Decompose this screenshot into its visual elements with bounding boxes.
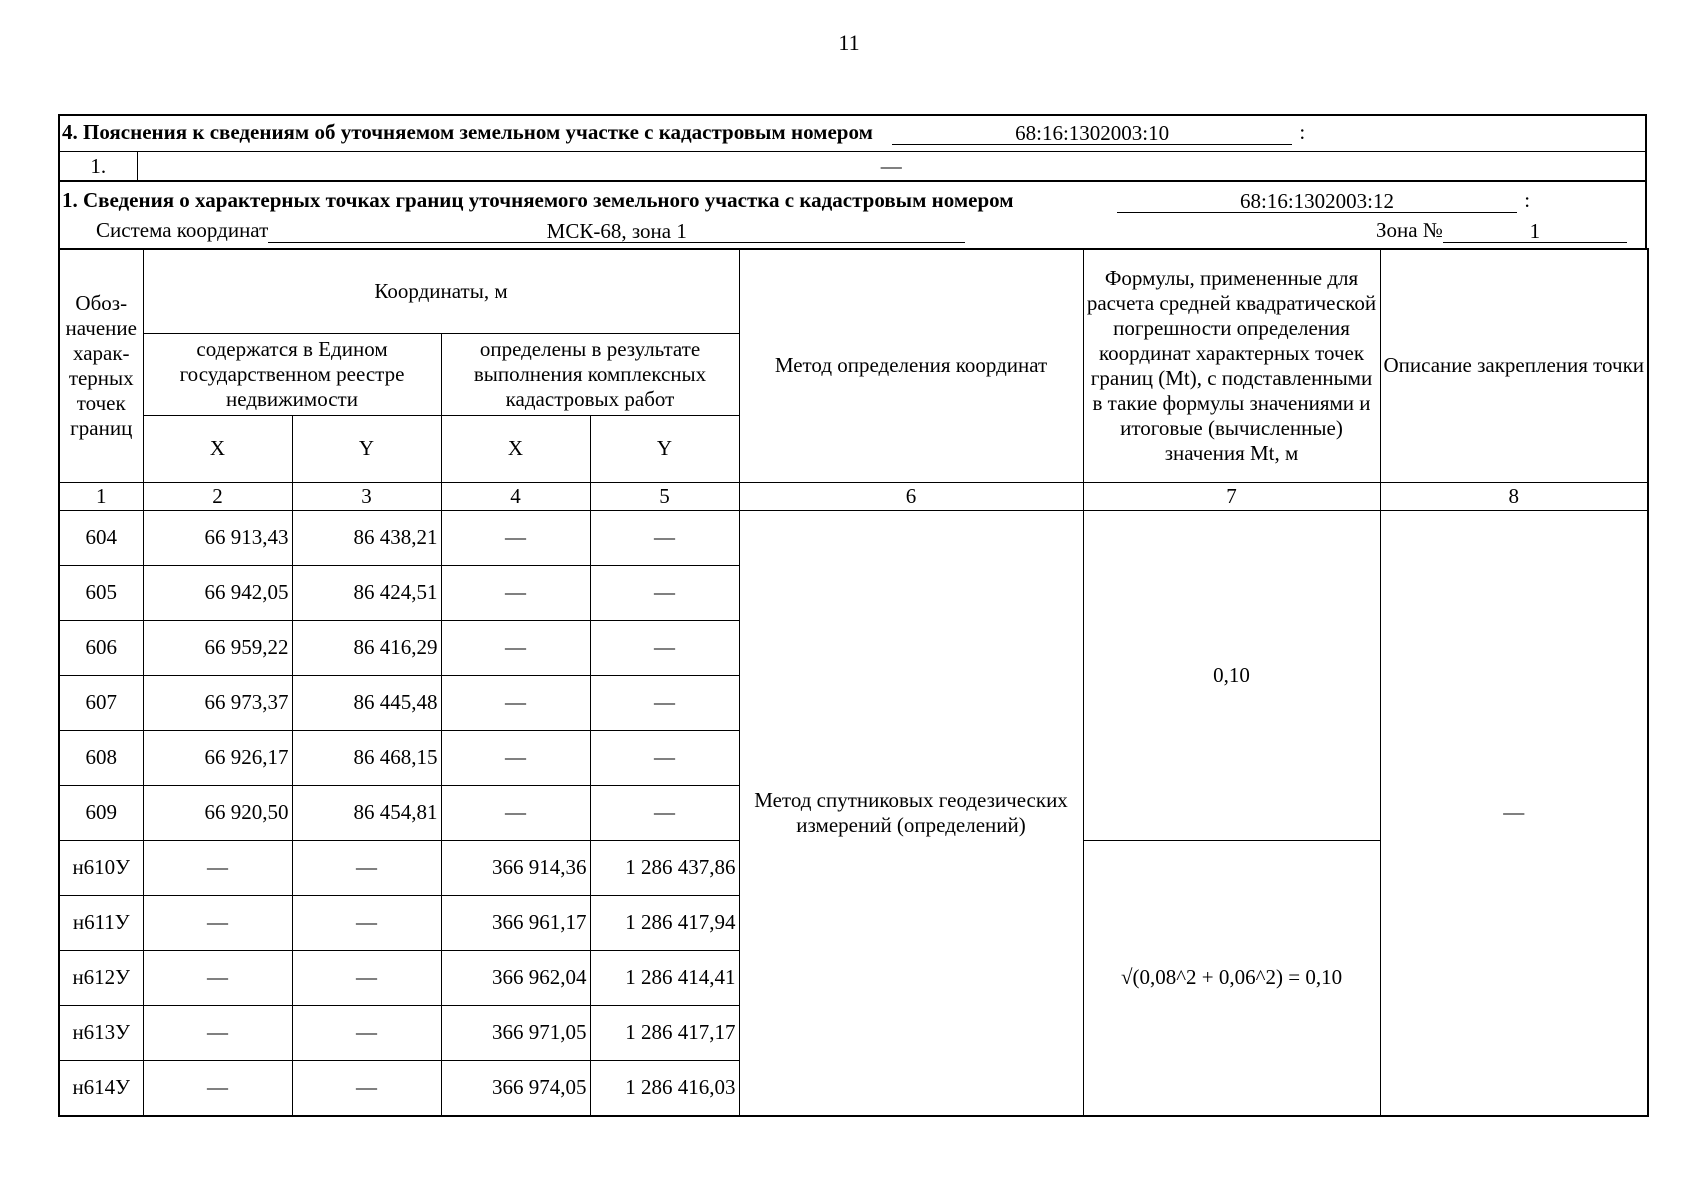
kkr-y: 1 286 437,86 [590,840,739,895]
header-egrn: содержатся в Едином государственном реестре недвижимости [143,333,441,415]
method-value: Метод спутниковых геодезических измерений (определений) [739,510,1083,1116]
column-number: 4 [441,482,590,510]
kkr-y: — [590,565,739,620]
column-number: 5 [590,482,739,510]
section4-row-value: — [137,152,1646,182]
header-x-kkr: X [441,415,590,482]
mt-value-second: √(0,08^2 + 0,06^2) = 0,10 [1083,840,1380,1116]
header-formulas: Формулы, примененные для расчета средней квадратической погрешности определения координат характерных точек границ (Mt), с подставленными в такие формулы значениями и итоговые (вычисленные) значения Mt, м [1083,249,1380,482]
column-number: 2 [143,482,292,510]
header-kkr: определены в результате выполнения комплексных кадастровых работ [441,333,739,415]
egrn-x: 66 913,43 [143,510,292,565]
kkr-x: 366 971,05 [441,1005,590,1060]
document-sheet [58,114,1647,1117]
egrn-x: 66 926,17 [143,730,292,785]
coord-system-label: Система координат [96,218,269,242]
header-description: Описание закрепления точки [1380,249,1648,482]
kkr-y: — [590,785,739,840]
column-number: 8 [1380,482,1648,510]
egrn-x: 66 959,22 [143,620,292,675]
egrn-y: 86 424,51 [292,565,441,620]
description-value: — [1380,510,1648,1116]
egrn-y: — [292,840,441,895]
point-designation: н611У [59,895,143,950]
section4-row-index: 1. [59,152,137,182]
egrn-x: — [143,895,292,950]
kkr-y: 1 286 416,03 [590,1060,739,1116]
header-designation: Обоз-начение харак-терных точек границ [59,249,143,482]
egrn-y: — [292,1060,441,1116]
header-y-egrn: Y [292,415,441,482]
point-designation: н612У [59,950,143,1005]
section4-title: 4. Пояснения к сведениям об уточняемом земельном участке с кадастровым номером [62,119,873,144]
kkr-y: 1 286 417,17 [590,1005,739,1060]
kkr-y: 1 286 417,94 [590,895,739,950]
header-coordinates: Координаты, м [143,249,739,333]
kkr-x: — [441,620,590,675]
egrn-y: 86 454,81 [292,785,441,840]
section1-heading [58,182,1647,248]
egrn-x: — [143,950,292,1005]
kkr-x: — [441,510,590,565]
header-x-egrn: X [143,415,292,482]
egrn-x: 66 942,05 [143,565,292,620]
header-y-kkr: Y [590,415,739,482]
point-designation: 606 [59,620,143,675]
kkr-x: 366 914,36 [441,840,590,895]
egrn-y: 86 468,15 [292,730,441,785]
kkr-y: — [590,510,739,565]
egrn-x: — [143,840,292,895]
section4-table [58,114,1647,182]
kkr-x: — [441,675,590,730]
header-method: Метод определения координат [739,249,1083,482]
column-number-row [59,482,1648,510]
kkr-x: — [441,785,590,840]
column-number: 3 [292,482,441,510]
table-row [59,510,1648,565]
section4-cadastral-number: 68:16:1302003:10 [892,122,1292,145]
kkr-x: — [441,730,590,785]
egrn-y: 86 416,29 [292,620,441,675]
column-number: 1 [59,482,143,510]
kkr-x: 366 961,17 [441,895,590,950]
zone-value: 1 [1443,220,1627,243]
kkr-y: — [590,620,739,675]
section4-colon: : [1299,119,1306,144]
kkr-y: — [590,675,739,730]
page-number: 11 [838,30,860,55]
section1-colon: : [1524,188,1531,212]
kkr-x: 366 962,04 [441,950,590,1005]
egrn-y: 86 438,21 [292,510,441,565]
kkr-x: — [441,565,590,620]
kkr-x: 366 974,05 [441,1060,590,1116]
zone-label: Зона № [1376,218,1443,242]
kkr-y: — [590,730,739,785]
egrn-x: — [143,1060,292,1116]
egrn-y: 86 445,48 [292,675,441,730]
egrn-x: 66 920,50 [143,785,292,840]
egrn-y: — [292,895,441,950]
egrn-x: 66 973,37 [143,675,292,730]
point-designation: 608 [59,730,143,785]
point-designation: 607 [59,675,143,730]
coord-system-value: МСК-68, зона 1 [268,220,965,243]
section4-header [59,115,1646,152]
point-designation: 605 [59,565,143,620]
boundary-points-table [58,248,1649,1117]
point-designation: 609 [59,785,143,840]
point-designation: 604 [59,510,143,565]
point-designation: н614У [59,1060,143,1116]
section1-title: 1. Сведения о характерных точках границ уточняемого земельного участка с кадастровым номером [62,188,1014,212]
egrn-y: — [292,950,441,1005]
egrn-y: — [292,1005,441,1060]
egrn-x: — [143,1005,292,1060]
kkr-y: 1 286 414,41 [590,950,739,1005]
mt-value-first: 0,10 [1083,510,1380,840]
column-number: 7 [1083,482,1380,510]
section1-cadastral-number: 68:16:1302003:12 [1117,190,1517,213]
point-designation: н610У [59,840,143,895]
point-designation: н613У [59,1005,143,1060]
column-number: 6 [739,482,1083,510]
